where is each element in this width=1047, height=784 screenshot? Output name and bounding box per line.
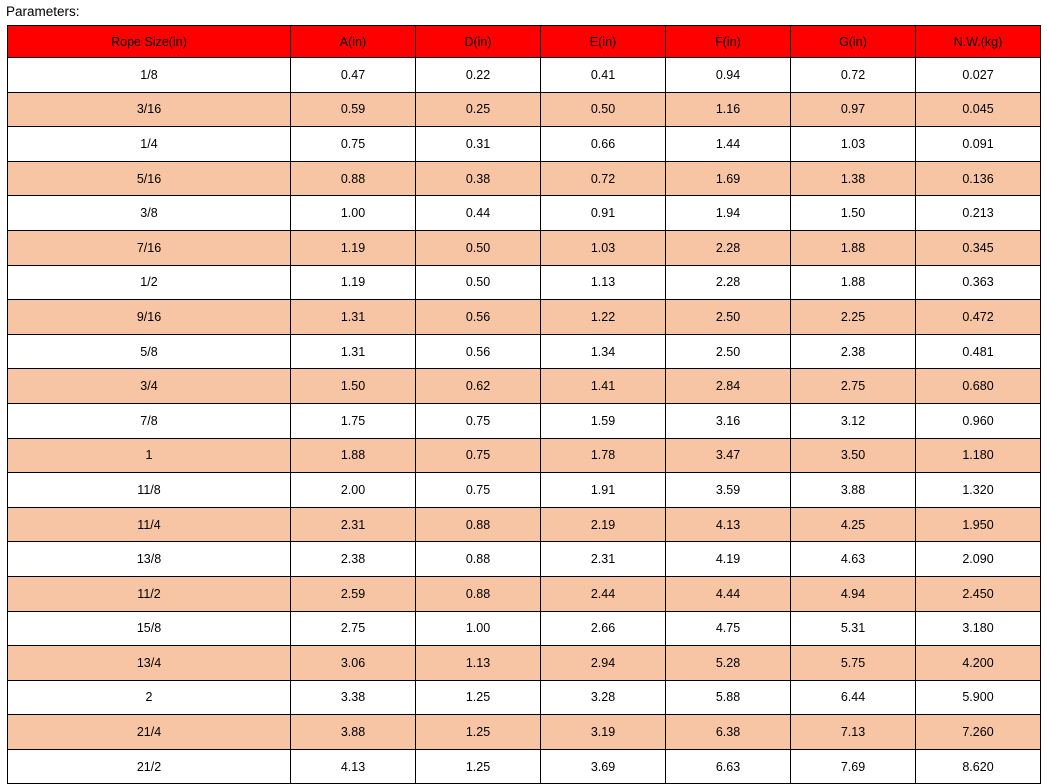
cell-value: 1.94 bbox=[666, 196, 791, 231]
cell-value: 1.16 bbox=[666, 92, 791, 127]
cell-value: 0.50 bbox=[541, 92, 666, 127]
cell-value: 1.41 bbox=[541, 369, 666, 404]
cell-value: 0.62 bbox=[416, 369, 541, 404]
column-header-5: G(in) bbox=[791, 26, 916, 58]
cell-value: 2.31 bbox=[291, 507, 416, 542]
cell-value: 0.22 bbox=[416, 58, 541, 93]
table-row bbox=[8, 507, 1041, 542]
cell-value: 2.28 bbox=[666, 230, 791, 265]
cell-value: 0.472 bbox=[916, 300, 1041, 335]
cell-value: 1.69 bbox=[666, 161, 791, 196]
cell-value: 0.97 bbox=[791, 92, 916, 127]
cell-value: 0.363 bbox=[916, 265, 1041, 300]
table-row bbox=[8, 369, 1041, 404]
cell-value: 3.88 bbox=[291, 715, 416, 750]
cell-value: 1.19 bbox=[291, 265, 416, 300]
table-row bbox=[8, 230, 1041, 265]
cell-value: 4.19 bbox=[666, 542, 791, 577]
cell-rope-size: 1/2 bbox=[8, 265, 291, 300]
cell-value: 0.75 bbox=[416, 403, 541, 438]
cell-value: 7.13 bbox=[791, 715, 916, 750]
table-row bbox=[8, 542, 1041, 577]
table-row bbox=[8, 58, 1041, 93]
cell-value: 3.50 bbox=[791, 438, 916, 473]
table-row bbox=[8, 196, 1041, 231]
cell-value: 2.28 bbox=[666, 265, 791, 300]
cell-value: 1.00 bbox=[291, 196, 416, 231]
cell-value: 1.25 bbox=[416, 749, 541, 784]
cell-value: 1.59 bbox=[541, 403, 666, 438]
cell-value: 0.680 bbox=[916, 369, 1041, 404]
column-header-6: N.W.(kg) bbox=[916, 26, 1041, 58]
cell-value: 0.41 bbox=[541, 58, 666, 93]
cell-value: 0.88 bbox=[416, 542, 541, 577]
cell-value: 4.13 bbox=[666, 507, 791, 542]
cell-rope-size: 11/4 bbox=[8, 507, 291, 542]
cell-rope-size: 21/2 bbox=[8, 749, 291, 784]
table-row bbox=[8, 403, 1041, 438]
cell-value: 2.090 bbox=[916, 542, 1041, 577]
cell-rope-size: 3/16 bbox=[8, 92, 291, 127]
cell-rope-size: 7/16 bbox=[8, 230, 291, 265]
header-row bbox=[8, 26, 1041, 58]
cell-value: 0.88 bbox=[416, 507, 541, 542]
cell-value: 0.56 bbox=[416, 334, 541, 369]
cell-value: 4.200 bbox=[916, 646, 1041, 681]
cell-value: 0.72 bbox=[541, 161, 666, 196]
cell-value: 0.136 bbox=[916, 161, 1041, 196]
cell-value: 8.620 bbox=[916, 749, 1041, 784]
cell-value: 1.75 bbox=[291, 403, 416, 438]
parameters-table bbox=[7, 25, 1041, 784]
table-row bbox=[8, 749, 1041, 784]
cell-value: 1.25 bbox=[416, 715, 541, 750]
table-row bbox=[8, 646, 1041, 681]
table-row bbox=[8, 473, 1041, 508]
cell-value: 2.38 bbox=[291, 542, 416, 577]
column-header-1: A(in) bbox=[291, 26, 416, 58]
table-row bbox=[8, 611, 1041, 646]
cell-value: 0.44 bbox=[416, 196, 541, 231]
cell-value: 1.22 bbox=[541, 300, 666, 335]
cell-value: 4.44 bbox=[666, 576, 791, 611]
cell-value: 1.25 bbox=[416, 680, 541, 715]
cell-value: 5.31 bbox=[791, 611, 916, 646]
cell-value: 6.38 bbox=[666, 715, 791, 750]
cell-rope-size: 11/8 bbox=[8, 473, 291, 508]
cell-value: 0.75 bbox=[416, 473, 541, 508]
cell-value: 5.75 bbox=[791, 646, 916, 681]
cell-value: 2.25 bbox=[791, 300, 916, 335]
cell-value: 1.00 bbox=[416, 611, 541, 646]
cell-value: 0.960 bbox=[916, 403, 1041, 438]
cell-value: 0.50 bbox=[416, 230, 541, 265]
cell-value: 1.180 bbox=[916, 438, 1041, 473]
cell-value: 1.19 bbox=[291, 230, 416, 265]
cell-value: 2.450 bbox=[916, 576, 1041, 611]
cell-rope-size: 13/8 bbox=[8, 542, 291, 577]
cell-value: 1.31 bbox=[291, 300, 416, 335]
cell-rope-size: 21/4 bbox=[8, 715, 291, 750]
cell-rope-size: 11/2 bbox=[8, 576, 291, 611]
cell-value: 1.34 bbox=[541, 334, 666, 369]
cell-rope-size: 9/16 bbox=[8, 300, 291, 335]
cell-value: 5.28 bbox=[666, 646, 791, 681]
cell-value: 1.13 bbox=[541, 265, 666, 300]
cell-value: 1.13 bbox=[416, 646, 541, 681]
cell-value: 3.88 bbox=[791, 473, 916, 508]
cell-value: 0.91 bbox=[541, 196, 666, 231]
cell-value: 2.75 bbox=[791, 369, 916, 404]
cell-value: 0.94 bbox=[666, 58, 791, 93]
cell-rope-size: 1 bbox=[8, 438, 291, 473]
cell-value: 4.94 bbox=[791, 576, 916, 611]
cell-rope-size: 3/4 bbox=[8, 369, 291, 404]
table-header bbox=[8, 26, 1041, 58]
cell-value: 0.75 bbox=[291, 127, 416, 162]
cell-rope-size: 1/8 bbox=[8, 58, 291, 93]
cell-value: 1.91 bbox=[541, 473, 666, 508]
cell-value: 3.47 bbox=[666, 438, 791, 473]
cell-value: 1.44 bbox=[666, 127, 791, 162]
page-title: Parameters: bbox=[6, 4, 80, 19]
cell-rope-size: 2 bbox=[8, 680, 291, 715]
cell-value: 2.38 bbox=[791, 334, 916, 369]
cell-value: 3.06 bbox=[291, 646, 416, 681]
column-header-3: E(in) bbox=[541, 26, 666, 58]
table-row bbox=[8, 161, 1041, 196]
cell-rope-size: 13/4 bbox=[8, 646, 291, 681]
cell-value: 4.13 bbox=[291, 749, 416, 784]
cell-value: 2.75 bbox=[291, 611, 416, 646]
cell-value: 0.38 bbox=[416, 161, 541, 196]
cell-value: 1.03 bbox=[541, 230, 666, 265]
column-header-0: Rope Size(in) bbox=[8, 26, 291, 58]
cell-value: 7.69 bbox=[791, 749, 916, 784]
cell-value: 2.50 bbox=[666, 334, 791, 369]
cell-value: 0.47 bbox=[291, 58, 416, 93]
table-row bbox=[8, 334, 1041, 369]
cell-value: 4.75 bbox=[666, 611, 791, 646]
cell-value: 0.213 bbox=[916, 196, 1041, 231]
cell-value: 1.03 bbox=[791, 127, 916, 162]
cell-value: 1.31 bbox=[291, 334, 416, 369]
table-row bbox=[8, 715, 1041, 750]
cell-value: 0.027 bbox=[916, 58, 1041, 93]
table-row bbox=[8, 127, 1041, 162]
cell-value: 2.94 bbox=[541, 646, 666, 681]
cell-value: 4.63 bbox=[791, 542, 916, 577]
cell-value: 4.25 bbox=[791, 507, 916, 542]
cell-value: 1.320 bbox=[916, 473, 1041, 508]
cell-value: 5.88 bbox=[666, 680, 791, 715]
cell-rope-size: 7/8 bbox=[8, 403, 291, 438]
cell-value: 0.59 bbox=[291, 92, 416, 127]
cell-value: 3.19 bbox=[541, 715, 666, 750]
cell-value: 1.50 bbox=[291, 369, 416, 404]
cell-value: 2.66 bbox=[541, 611, 666, 646]
cell-value: 1.88 bbox=[791, 230, 916, 265]
cell-rope-size: 15/8 bbox=[8, 611, 291, 646]
cell-value: 1.88 bbox=[791, 265, 916, 300]
parameters-table-container bbox=[0, 25, 1047, 784]
cell-value: 0.66 bbox=[541, 127, 666, 162]
cell-value: 2.50 bbox=[666, 300, 791, 335]
table-row bbox=[8, 438, 1041, 473]
cell-value: 3.69 bbox=[541, 749, 666, 784]
table-row bbox=[8, 680, 1041, 715]
cell-value: 2.31 bbox=[541, 542, 666, 577]
cell-value: 2.00 bbox=[291, 473, 416, 508]
cell-rope-size: 5/16 bbox=[8, 161, 291, 196]
cell-rope-size: 1/4 bbox=[8, 127, 291, 162]
cell-value: 3.38 bbox=[291, 680, 416, 715]
cell-value: 0.50 bbox=[416, 265, 541, 300]
cell-value: 0.481 bbox=[916, 334, 1041, 369]
cell-value: 3.28 bbox=[541, 680, 666, 715]
cell-value: 0.31 bbox=[416, 127, 541, 162]
cell-value: 3.59 bbox=[666, 473, 791, 508]
column-header-4: F(in) bbox=[666, 26, 791, 58]
cell-value: 1.88 bbox=[291, 438, 416, 473]
table-row bbox=[8, 300, 1041, 335]
cell-value: 3.16 bbox=[666, 403, 791, 438]
table-body bbox=[8, 58, 1041, 784]
cell-value: 2.59 bbox=[291, 576, 416, 611]
cell-value: 2.19 bbox=[541, 507, 666, 542]
cell-value: 0.045 bbox=[916, 92, 1041, 127]
cell-value: 0.345 bbox=[916, 230, 1041, 265]
cell-value: 3.12 bbox=[791, 403, 916, 438]
cell-value: 6.44 bbox=[791, 680, 916, 715]
cell-value: 6.63 bbox=[666, 749, 791, 784]
cell-value: 1.50 bbox=[791, 196, 916, 231]
cell-value: 5.900 bbox=[916, 680, 1041, 715]
cell-value: 2.44 bbox=[541, 576, 666, 611]
cell-value: 0.88 bbox=[291, 161, 416, 196]
table-row bbox=[8, 92, 1041, 127]
cell-value: 0.75 bbox=[416, 438, 541, 473]
cell-value: 7.260 bbox=[916, 715, 1041, 750]
cell-value: 2.84 bbox=[666, 369, 791, 404]
cell-value: 0.091 bbox=[916, 127, 1041, 162]
table-row bbox=[8, 265, 1041, 300]
cell-value: 1.950 bbox=[916, 507, 1041, 542]
column-header-2: D(in) bbox=[416, 26, 541, 58]
cell-rope-size: 3/8 bbox=[8, 196, 291, 231]
table-row bbox=[8, 576, 1041, 611]
cell-value: 0.88 bbox=[416, 576, 541, 611]
cell-rope-size: 5/8 bbox=[8, 334, 291, 369]
cell-value: 0.25 bbox=[416, 92, 541, 127]
cell-value: 0.56 bbox=[416, 300, 541, 335]
cell-value: 3.180 bbox=[916, 611, 1041, 646]
cell-value: 1.78 bbox=[541, 438, 666, 473]
cell-value: 1.38 bbox=[791, 161, 916, 196]
cell-value: 0.72 bbox=[791, 58, 916, 93]
